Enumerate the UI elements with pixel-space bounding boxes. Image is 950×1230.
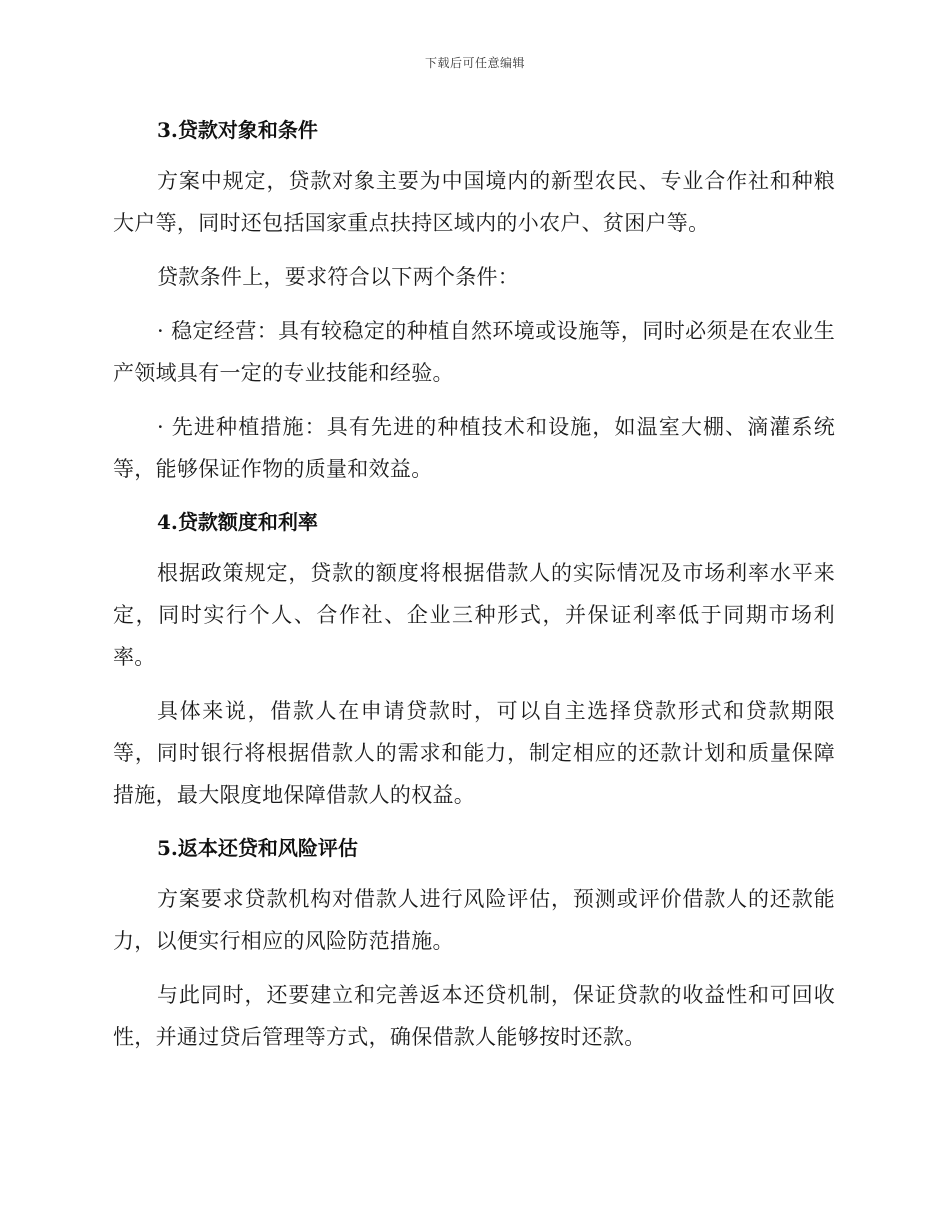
paragraph: 与此同时，还要建立和完善返本还贷机制，保证贷款的收益性和可回收性，并通过贷后管理等方式，确保借款人能够按时还款。: [113, 983, 835, 1049]
paragraph: 方案要求贷款机构对借款人进行风险评估，预测或评价借款人的还款能力，以便实行相应的风险防范措施。: [113, 887, 835, 953]
paragraph: 具体来说，借款人在申请贷款时，可以自主选择贷款形式和贷款期限等，同时银行将根据借款人的需求和能力，制定相应的还款计划和质量保障措施，最大限度地保障借款人的权益。: [113, 699, 835, 807]
document-body: [113, 110, 835, 1058]
bullet-paragraph: · 先进种植措施：具有先进的种植技术和设施，如温室大棚、滴灌系统等，能够保证作物的质量和效益。: [113, 415, 835, 481]
paragraph: 根据政策规定，贷款的额度将根据借款人的实际情况及市场利率水平来定，同时实行个人、合作社、企业三种形式，并保证利率低于同期市场利率。: [113, 561, 835, 669]
paragraph: 方案中规定，贷款对象主要为中国境内的新型农民、专业合作社和种粮大户等，同时还包括国家重点扶持区域内的小农户、贫困户等。: [113, 169, 835, 235]
paragraph: 贷款条件上，要求符合以下两个条件：: [157, 265, 520, 289]
section-heading-loan-targets: 3.贷款对象和条件: [157, 118, 318, 142]
section-heading-repayment-risk: 5.返本还贷和风险评估: [157, 836, 358, 860]
section-heading-loan-amount-rate: 4.贷款额度和利率: [157, 510, 318, 534]
page-header-note: 下载后可任意编辑: [424, 56, 525, 70]
bullet-paragraph: · 稳定经营：具有较稳定的种植自然环境或设施等，同时必须是在农业生产领域具有一定的专业技能和经验。: [113, 319, 835, 385]
